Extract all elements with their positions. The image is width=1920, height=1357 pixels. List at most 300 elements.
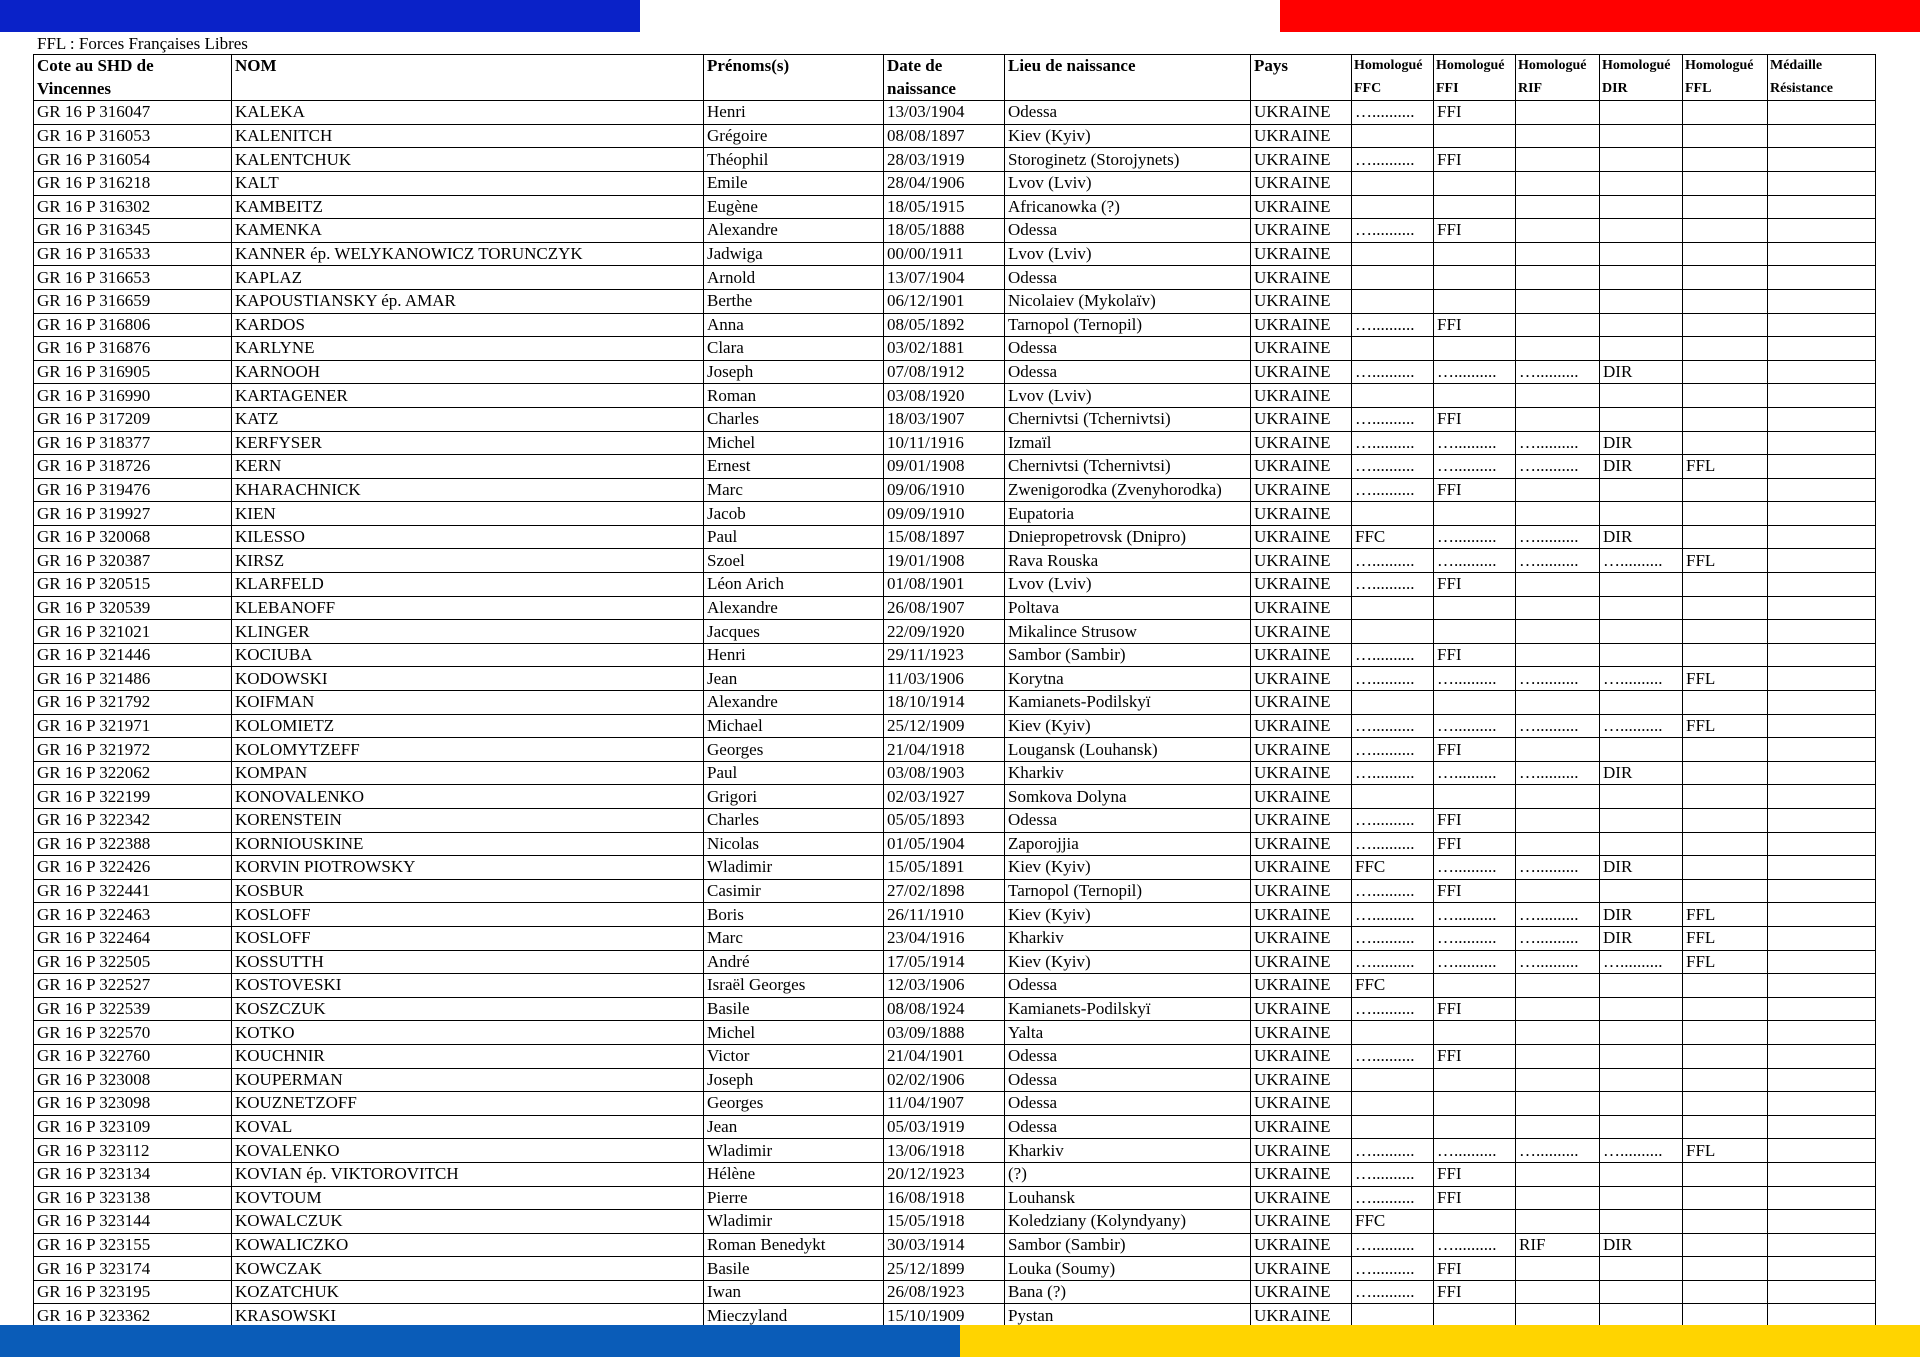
cell-ffl	[1683, 738, 1768, 762]
cell-ffc: …..........	[1352, 101, 1434, 125]
cell-pays: UKRAINE	[1251, 832, 1352, 856]
cell-nom: KRASOWSKI	[232, 1304, 704, 1328]
cell-nom: KOCIUBA	[232, 643, 704, 667]
cell-pays: UKRAINE	[1251, 573, 1352, 597]
cell-ffi	[1434, 195, 1516, 219]
cell-pays: UKRAINE	[1251, 1233, 1352, 1257]
cell-prenoms: Wladimir	[704, 1139, 884, 1163]
cell-prenoms: Eugène	[704, 195, 884, 219]
cell-pays: UKRAINE	[1251, 549, 1352, 573]
cell-ffc	[1352, 266, 1434, 290]
table-row	[34, 431, 1876, 455]
cell-cote: GR 16 P 322760	[34, 1044, 232, 1068]
cell-lieu: Kiev (Kyiv)	[1005, 950, 1251, 974]
cell-nom: KOIFMAN	[232, 691, 704, 715]
cell-rif	[1516, 1257, 1600, 1281]
cell-date: 23/04/1916	[884, 926, 1005, 950]
cell-ffc: …..........	[1352, 431, 1434, 455]
header-medaille-line2: Résistance	[1768, 78, 1876, 101]
cell-cote: GR 16 P 316806	[34, 313, 232, 337]
cell-lieu: Zaporojjia	[1005, 832, 1251, 856]
cell-cote: GR 16 P 316302	[34, 195, 232, 219]
cell-lieu: Tarnopol (Ternopil)	[1005, 313, 1251, 337]
cell-pays: UKRAINE	[1251, 809, 1352, 833]
cell-date: 02/03/1927	[884, 785, 1005, 809]
cell-ffc: …..........	[1352, 1233, 1434, 1257]
cell-cote: GR 16 P 316876	[34, 337, 232, 361]
cell-nom: KOZATCHUK	[232, 1280, 704, 1304]
cell-ffi	[1434, 289, 1516, 313]
cell-nom: KOSTOVESKI	[232, 974, 704, 998]
cell-cote: GR 16 P 318377	[34, 431, 232, 455]
cell-rif: …..........	[1516, 856, 1600, 880]
cell-ffl	[1683, 1233, 1768, 1257]
cell-prenoms: Grigori	[704, 785, 884, 809]
cell-medaille	[1768, 738, 1876, 762]
cell-lieu: Koledziany (Kolyndyany)	[1005, 1210, 1251, 1234]
cell-pays: UKRAINE	[1251, 525, 1352, 549]
table-row	[34, 337, 1876, 361]
cell-dir	[1600, 643, 1683, 667]
cell-prenoms: Marc	[704, 926, 884, 950]
cell-date: 26/08/1923	[884, 1280, 1005, 1304]
cell-ffc: …..........	[1352, 903, 1434, 927]
cell-dir	[1600, 242, 1683, 266]
cell-ffi: FFI	[1434, 1280, 1516, 1304]
cell-dir: DIR	[1600, 926, 1683, 950]
cell-prenoms: Iwan	[704, 1280, 884, 1304]
cell-prenoms: Roman Benedykt	[704, 1233, 884, 1257]
cell-medaille	[1768, 525, 1876, 549]
cell-nom: KILESSO	[232, 525, 704, 549]
cell-ffl: FFL	[1683, 926, 1768, 950]
table-row	[34, 714, 1876, 738]
cell-lieu: Sambor (Sambir)	[1005, 643, 1251, 667]
cell-dir: …..........	[1600, 667, 1683, 691]
cell-ffl	[1683, 1092, 1768, 1116]
cell-date: 01/05/1904	[884, 832, 1005, 856]
cell-pays: UKRAINE	[1251, 289, 1352, 313]
cell-lieu: Kharkiv	[1005, 926, 1251, 950]
cell-pays: UKRAINE	[1251, 1304, 1352, 1328]
cell-ffi: …..........	[1434, 926, 1516, 950]
cell-ffi	[1434, 1115, 1516, 1139]
cell-lieu: Odessa	[1005, 337, 1251, 361]
cell-nom: KAMBEITZ	[232, 195, 704, 219]
cell-pays: UKRAINE	[1251, 691, 1352, 715]
cell-pays: UKRAINE	[1251, 1162, 1352, 1186]
cell-ffc: …..........	[1352, 313, 1434, 337]
cell-ffi: FFI	[1434, 101, 1516, 125]
table-row	[34, 1210, 1876, 1234]
cell-ffi: FFI	[1434, 407, 1516, 431]
table-row	[34, 407, 1876, 431]
cell-pays: UKRAINE	[1251, 1068, 1352, 1092]
cell-pays: UKRAINE	[1251, 502, 1352, 526]
cell-nom: KAPLAZ	[232, 266, 704, 290]
cell-ffl	[1683, 124, 1768, 148]
cell-ffl: FFL	[1683, 549, 1768, 573]
cell-cote: GR 16 P 322463	[34, 903, 232, 927]
cell-rif	[1516, 289, 1600, 313]
cell-nom: KONOVALENKO	[232, 785, 704, 809]
cell-dir	[1600, 502, 1683, 526]
cell-dir: …..........	[1600, 1139, 1683, 1163]
table-row	[34, 903, 1876, 927]
header-date-line2: naissance	[884, 78, 1005, 101]
cell-pays: UKRAINE	[1251, 950, 1352, 974]
cell-ffi: FFI	[1434, 1044, 1516, 1068]
cell-lieu: Sambor (Sambir)	[1005, 1233, 1251, 1257]
table-row	[34, 313, 1876, 337]
cell-nom: KOVIAN ép. VIKTOROVITCH	[232, 1162, 704, 1186]
cell-nom: KOSLOFF	[232, 926, 704, 950]
cell-pays: UKRAINE	[1251, 974, 1352, 998]
cell-ffl	[1683, 1044, 1768, 1068]
cell-lieu: Bana (?)	[1005, 1280, 1251, 1304]
table-row	[34, 171, 1876, 195]
cell-rif	[1516, 219, 1600, 243]
cell-medaille	[1768, 242, 1876, 266]
cell-rif	[1516, 148, 1600, 172]
cell-ffl	[1683, 643, 1768, 667]
cell-nom: KARLYNE	[232, 337, 704, 361]
cell-nom: KOWALICZKO	[232, 1233, 704, 1257]
cell-dir	[1600, 1115, 1683, 1139]
table-row	[34, 997, 1876, 1021]
cell-dir	[1600, 101, 1683, 125]
cell-rif: …..........	[1516, 761, 1600, 785]
cell-medaille	[1768, 289, 1876, 313]
cell-prenoms: Charles	[704, 809, 884, 833]
cell-prenoms: Théophil	[704, 148, 884, 172]
cell-dir	[1600, 809, 1683, 833]
table-row	[34, 620, 1876, 644]
cell-cote: GR 16 P 322527	[34, 974, 232, 998]
cell-lieu: Storoginetz (Storojynets)	[1005, 148, 1251, 172]
cell-cote: GR 16 P 317209	[34, 407, 232, 431]
cell-dir	[1600, 195, 1683, 219]
cell-lieu: Korytna	[1005, 667, 1251, 691]
cell-prenoms: Henri	[704, 101, 884, 125]
cell-ffi	[1434, 1092, 1516, 1116]
cell-ffc	[1352, 289, 1434, 313]
cell-date: 27/02/1898	[884, 879, 1005, 903]
cell-prenoms: Georges	[704, 738, 884, 762]
cell-prenoms: Emile	[704, 171, 884, 195]
header-ffc-line1: Homologué	[1352, 55, 1434, 78]
header-ffl-line2: FFL	[1683, 78, 1768, 101]
cell-prenoms: Michel	[704, 431, 884, 455]
cell-ffi	[1434, 974, 1516, 998]
table-row	[34, 1092, 1876, 1116]
cell-medaille	[1768, 785, 1876, 809]
cell-prenoms: Alexandre	[704, 219, 884, 243]
cell-ffi: FFI	[1434, 148, 1516, 172]
cell-ffc: …..........	[1352, 738, 1434, 762]
cell-medaille	[1768, 856, 1876, 880]
cell-rif	[1516, 573, 1600, 597]
cell-date: 03/09/1888	[884, 1021, 1005, 1045]
table-row	[34, 738, 1876, 762]
cell-ffi	[1434, 171, 1516, 195]
cell-ffi: FFI	[1434, 738, 1516, 762]
cell-ffc: …..........	[1352, 1044, 1434, 1068]
cell-ffi: FFI	[1434, 478, 1516, 502]
cell-rif	[1516, 809, 1600, 833]
cell-ffi	[1434, 1021, 1516, 1045]
table-row	[34, 691, 1876, 715]
cell-ffi: FFI	[1434, 997, 1516, 1021]
cell-rif	[1516, 643, 1600, 667]
cell-ffl	[1683, 313, 1768, 337]
cell-ffc: …..........	[1352, 1162, 1434, 1186]
cell-ffi	[1434, 266, 1516, 290]
cell-cote: GR 16 P 323134	[34, 1162, 232, 1186]
cell-ffl	[1683, 407, 1768, 431]
cell-lieu: Kiev (Kyiv)	[1005, 856, 1251, 880]
cell-medaille	[1768, 219, 1876, 243]
cell-lieu: Poltava	[1005, 596, 1251, 620]
cell-date: 10/11/1916	[884, 431, 1005, 455]
cell-ffc	[1352, 337, 1434, 361]
cell-ffi	[1434, 124, 1516, 148]
cell-rif	[1516, 407, 1600, 431]
cell-prenoms: Berthe	[704, 289, 884, 313]
cell-medaille	[1768, 360, 1876, 384]
cell-lieu: Pystan	[1005, 1304, 1251, 1328]
cell-ffc: …..........	[1352, 1280, 1434, 1304]
cell-lieu: Odessa	[1005, 360, 1251, 384]
cell-ffl	[1683, 1257, 1768, 1281]
cell-ffc	[1352, 171, 1434, 195]
cell-lieu: Odessa	[1005, 809, 1251, 833]
top-right-red-band	[1280, 0, 1920, 32]
cell-cote: GR 16 P 316218	[34, 171, 232, 195]
cell-date: 06/12/1901	[884, 289, 1005, 313]
table-row	[34, 478, 1876, 502]
cell-rif	[1516, 1280, 1600, 1304]
cell-ffi	[1434, 785, 1516, 809]
cell-nom: KOVTOUM	[232, 1186, 704, 1210]
cell-rif: …..........	[1516, 360, 1600, 384]
cell-rif	[1516, 1068, 1600, 1092]
cell-prenoms: Jacques	[704, 620, 884, 644]
cell-ffl	[1683, 266, 1768, 290]
cell-dir	[1600, 974, 1683, 998]
cell-rif	[1516, 502, 1600, 526]
cell-prenoms: Clara	[704, 337, 884, 361]
header-lieu-line1: Lieu de naissance	[1005, 55, 1251, 78]
cell-lieu: Rava Rouska	[1005, 549, 1251, 573]
cell-date: 08/05/1892	[884, 313, 1005, 337]
cell-rif	[1516, 242, 1600, 266]
cell-pays: UKRAINE	[1251, 1115, 1352, 1139]
cell-nom: KOLOMIETZ	[232, 714, 704, 738]
cell-medaille	[1768, 313, 1876, 337]
cell-medaille	[1768, 1021, 1876, 1045]
cell-date: 28/04/1906	[884, 171, 1005, 195]
cell-ffi: FFI	[1434, 832, 1516, 856]
cell-dir	[1600, 1257, 1683, 1281]
cell-date: 18/03/1907	[884, 407, 1005, 431]
cell-pays: UKRAINE	[1251, 219, 1352, 243]
table-row	[34, 1162, 1876, 1186]
cell-cote: GR 16 P 316047	[34, 101, 232, 125]
cell-lieu: Zwenigorodka (Zvenyhorodka)	[1005, 478, 1251, 502]
cell-ffc: …..........	[1352, 478, 1434, 502]
header-nom-line1: NOM	[232, 55, 704, 78]
cell-pays: UKRAINE	[1251, 337, 1352, 361]
cell-date: 03/02/1881	[884, 337, 1005, 361]
cell-prenoms: Mieczyland	[704, 1304, 884, 1328]
cell-dir	[1600, 1068, 1683, 1092]
cell-nom: KOWALCZUK	[232, 1210, 704, 1234]
cell-dir: DIR	[1600, 431, 1683, 455]
cell-pays: UKRAINE	[1251, 455, 1352, 479]
cell-cote: GR 16 P 318726	[34, 455, 232, 479]
cell-nom: KLARFELD	[232, 573, 704, 597]
cell-medaille	[1768, 926, 1876, 950]
cell-pays: UKRAINE	[1251, 431, 1352, 455]
table-body	[34, 101, 1876, 1328]
cell-cote: GR 16 P 316659	[34, 289, 232, 313]
cell-prenoms: Victor	[704, 1044, 884, 1068]
cell-date: 26/11/1910	[884, 903, 1005, 927]
cell-dir	[1600, 832, 1683, 856]
cell-dir	[1600, 148, 1683, 172]
table-row	[34, 384, 1876, 408]
cell-cote: GR 16 P 316653	[34, 266, 232, 290]
cell-date: 03/08/1920	[884, 384, 1005, 408]
cell-ffl	[1683, 1210, 1768, 1234]
cell-dir	[1600, 1021, 1683, 1045]
cell-rif: …..........	[1516, 714, 1600, 738]
cell-lieu: Nicolaiev (Mykolaïv)	[1005, 289, 1251, 313]
cell-ffc: …..........	[1352, 832, 1434, 856]
cell-date: 05/05/1893	[884, 809, 1005, 833]
cell-ffc: …..........	[1352, 950, 1434, 974]
cell-ffc	[1352, 1021, 1434, 1045]
header-ffi-line1: Homologué	[1434, 55, 1516, 78]
cell-prenoms: Joseph	[704, 1068, 884, 1092]
cell-ffc: …..........	[1352, 549, 1434, 573]
table-row	[34, 1280, 1876, 1304]
cell-ffi: FFI	[1434, 1257, 1516, 1281]
table-row	[34, 785, 1876, 809]
cell-rif	[1516, 1162, 1600, 1186]
cell-pays: UKRAINE	[1251, 643, 1352, 667]
cell-dir: DIR	[1600, 903, 1683, 927]
cell-rif	[1516, 997, 1600, 1021]
cell-dir: DIR	[1600, 1233, 1683, 1257]
cell-cote: GR 16 P 320539	[34, 596, 232, 620]
cell-prenoms: Basile	[704, 1257, 884, 1281]
cell-ffl	[1683, 1162, 1768, 1186]
cell-date: 02/02/1906	[884, 1068, 1005, 1092]
cell-rif: …..........	[1516, 950, 1600, 974]
cell-lieu: Lvov (Lviv)	[1005, 242, 1251, 266]
cell-date: 17/05/1914	[884, 950, 1005, 974]
cell-lieu: Lougansk (Louhansk)	[1005, 738, 1251, 762]
cell-ffc: FFC	[1352, 856, 1434, 880]
cell-cote: GR 16 P 321021	[34, 620, 232, 644]
table-row	[34, 879, 1876, 903]
cell-rif	[1516, 195, 1600, 219]
cell-cote: GR 16 P 323195	[34, 1280, 232, 1304]
table-row	[34, 360, 1876, 384]
cell-prenoms: Nicolas	[704, 832, 884, 856]
cell-rif	[1516, 384, 1600, 408]
cell-lieu: Kamianets-Podilskyï	[1005, 691, 1251, 715]
cell-nom: KAMENKA	[232, 219, 704, 243]
table-row	[34, 1257, 1876, 1281]
cell-pays: UKRAINE	[1251, 620, 1352, 644]
cell-nom: KOUZNETZOFF	[232, 1092, 704, 1116]
cell-nom: KIEN	[232, 502, 704, 526]
cell-nom: KOSSUTTH	[232, 950, 704, 974]
cell-pays: UKRAINE	[1251, 596, 1352, 620]
cell-ffc	[1352, 195, 1434, 219]
cell-rif: …..........	[1516, 525, 1600, 549]
cell-pays: UKRAINE	[1251, 360, 1352, 384]
cell-pays: UKRAINE	[1251, 1257, 1352, 1281]
cell-cote: GR 16 P 323112	[34, 1139, 232, 1163]
cell-medaille	[1768, 148, 1876, 172]
cell-prenoms: Marc	[704, 478, 884, 502]
table-row	[34, 1044, 1876, 1068]
cell-medaille	[1768, 950, 1876, 974]
cell-cote: GR 16 P 323144	[34, 1210, 232, 1234]
cell-date: 09/01/1908	[884, 455, 1005, 479]
header-ffl-line1: Homologué	[1683, 55, 1768, 78]
cell-ffc: …..........	[1352, 997, 1434, 1021]
cell-prenoms: Basile	[704, 997, 884, 1021]
cell-ffc: …..........	[1352, 360, 1434, 384]
cell-nom: KOUPERMAN	[232, 1068, 704, 1092]
cell-cote: GR 16 P 322388	[34, 832, 232, 856]
cell-date: 15/10/1909	[884, 1304, 1005, 1328]
cell-ffc	[1352, 124, 1434, 148]
cell-nom: KORNIOUSKINE	[232, 832, 704, 856]
cell-dir	[1600, 124, 1683, 148]
cell-pays: UKRAINE	[1251, 407, 1352, 431]
cell-prenoms: Boris	[704, 903, 884, 927]
cell-dir: DIR	[1600, 455, 1683, 479]
table-row	[34, 1115, 1876, 1139]
cell-ffc	[1352, 1092, 1434, 1116]
cell-nom: KOWCZAK	[232, 1257, 704, 1281]
cell-pays: UKRAINE	[1251, 1210, 1352, 1234]
cell-dir	[1600, 1280, 1683, 1304]
bottom-right-yellow-band	[960, 1325, 1920, 1357]
table-row	[34, 124, 1876, 148]
cell-rif	[1516, 832, 1600, 856]
cell-cote: GR 16 P 323155	[34, 1233, 232, 1257]
cell-date: 00/00/1911	[884, 242, 1005, 266]
cell-date: 15/05/1918	[884, 1210, 1005, 1234]
table-row	[34, 1186, 1876, 1210]
cell-nom: KALENITCH	[232, 124, 704, 148]
cell-medaille	[1768, 195, 1876, 219]
table-row	[34, 101, 1876, 125]
cell-ffl	[1683, 1186, 1768, 1210]
cell-dir: DIR	[1600, 856, 1683, 880]
cell-ffi: …..........	[1434, 714, 1516, 738]
cell-prenoms: Ernest	[704, 455, 884, 479]
cell-ffc: …..........	[1352, 761, 1434, 785]
cell-medaille	[1768, 124, 1876, 148]
